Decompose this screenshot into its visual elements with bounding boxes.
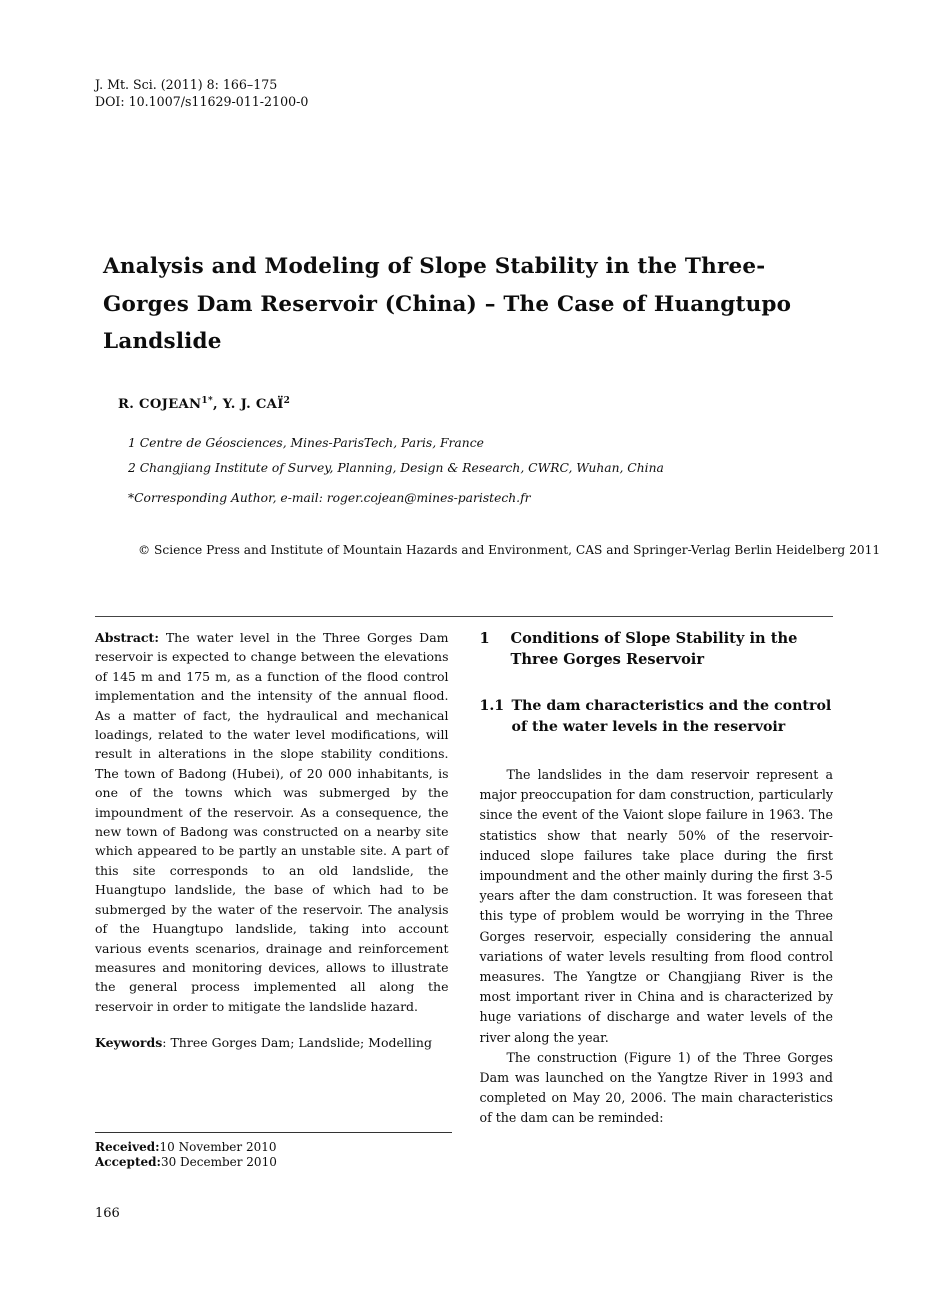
copyright-line: © Science Press and Institute of Mountain Hazards and Environment, CAS and Springer-Verlag Berlin Heidelberg 2011	[138, 543, 881, 557]
two-column-body	[95, 628, 833, 1129]
paper-title	[103, 248, 848, 361]
author-2-superscript: 2	[283, 396, 291, 406]
authors-line	[118, 396, 290, 412]
author-2-name: Y. J. CAÏ	[222, 397, 284, 412]
right-column	[480, 628, 834, 1129]
accepted-date: 30 December 2010	[160, 1155, 277, 1169]
header-divider-rule	[95, 616, 833, 617]
journal-citation: J. Mt. Sci. (2011) 8: 166–175	[95, 77, 278, 92]
abstract-paragraph	[95, 628, 449, 1016]
received-date: 10 November 2010	[159, 1140, 277, 1154]
corresponding-author-line: *Corresponding Author, e-mail: roger.cojean@mines-paristech.fr	[128, 491, 531, 505]
keywords-text: : Three Gorges Dam; Landslide; Modelling	[162, 1035, 432, 1051]
section-1-title: Conditions of Slope Stability in the Three Gorges Reservoir	[510, 630, 798, 668]
accepted-label: Accepted:	[95, 1155, 161, 1169]
left-column	[95, 628, 449, 1129]
section-1-1-number: 1.1	[479, 698, 505, 714]
keywords-label: Keywords	[95, 1035, 163, 1051]
affiliations	[128, 431, 664, 480]
title-line-3: Landslide	[103, 329, 222, 354]
abstract-text: The water level in the Three Gorges Dam reservoir is expected to change between the elevations of 145 m and 175 m, as a function of the flood control implementation and the intensity of the annual flood. As a matter of fact, the hydraulical and mechanical loadings, related to the water level modifications, will result in alterations in the slope stability conditions. The town of Badong (Hubei), of 20 000 inhabitants, is one of the towns which was submerged by the impoundment of the reservoir. As a consequence, the new town of Badong was constructed on a nearby site which appeared to be partly an unstable site. A part of this site corresponds to an old landslide, the Huangtupo landslide, the base of which had to be submerged by the water of the reservoir. The analysis of the Huangtupo landslide, taking into account various events scenarios, drainage and reinforcement measures and monitoring devices, allows to illustrate the general process implemented all along the reservoir in order to mitigate the landslide hazard.	[95, 630, 449, 1014]
accepted-line	[95, 1155, 452, 1170]
received-line	[95, 1140, 452, 1155]
affiliation-1: 1 Centre de Géosciences, Mines-ParisTech, Paris, France	[128, 436, 484, 450]
received-accepted-footnote	[95, 1132, 452, 1170]
title-line-1: Analysis and Modeling of Slope Stability in the Three-	[103, 254, 766, 279]
doi-line: DOI: 10.1007/s11629-011-2100-0	[95, 94, 309, 109]
affiliation-2: 2 Changjiang Institute of Survey, Planning, Design & Research, CWRC, Wuhan, China	[128, 460, 664, 475]
title-line-2: Gorges Dam Reservoir (China) – The Case of Huangtupo	[103, 291, 792, 317]
keywords-line	[95, 1033, 449, 1052]
section-1-1-heading	[480, 696, 834, 738]
author-separator: ,	[212, 397, 223, 412]
abstract-label: Abstract:	[95, 630, 159, 645]
section-1-heading	[480, 628, 834, 670]
page-number: 166	[95, 1206, 120, 1221]
body-paragraph-1: The landslides in the dam reservoir represent a major preoccupation for dam construction, particularly since the event of the Vaiont slope failure in 1963. The statistics show that nearly 50% of the reservoir-induced slope failures take place during the first impoundment and the other mainly during the first 3-5 years after the dam construction. It was foreseen that this type of problem would be worrying in the Three Gorges reservoir, especially considering the annual variations of water levels resulting from flood control measures. The Yangtze or Changjiang River is the most important river in China and is characterized by huge variations of discharge and water levels of the river along the year.	[479, 767, 833, 1045]
journal-header	[95, 76, 308, 110]
author-1-superscript: 1*	[201, 396, 213, 406]
body-paragraph-2: The construction (Figure 1) of the Three Gorges Dam was launched on the Yangtze River in 1993 and completed on May 20, 2006. The main characteristics of the dam can be reminded:	[479, 1049, 833, 1126]
author-1-name: R. COJEAN	[118, 397, 202, 412]
section-1-1-title: The dam characteristics and the control of the water levels in the reservoir	[511, 698, 832, 735]
section-1-number: 1	[479, 630, 490, 647]
received-label: Received:	[95, 1140, 160, 1154]
